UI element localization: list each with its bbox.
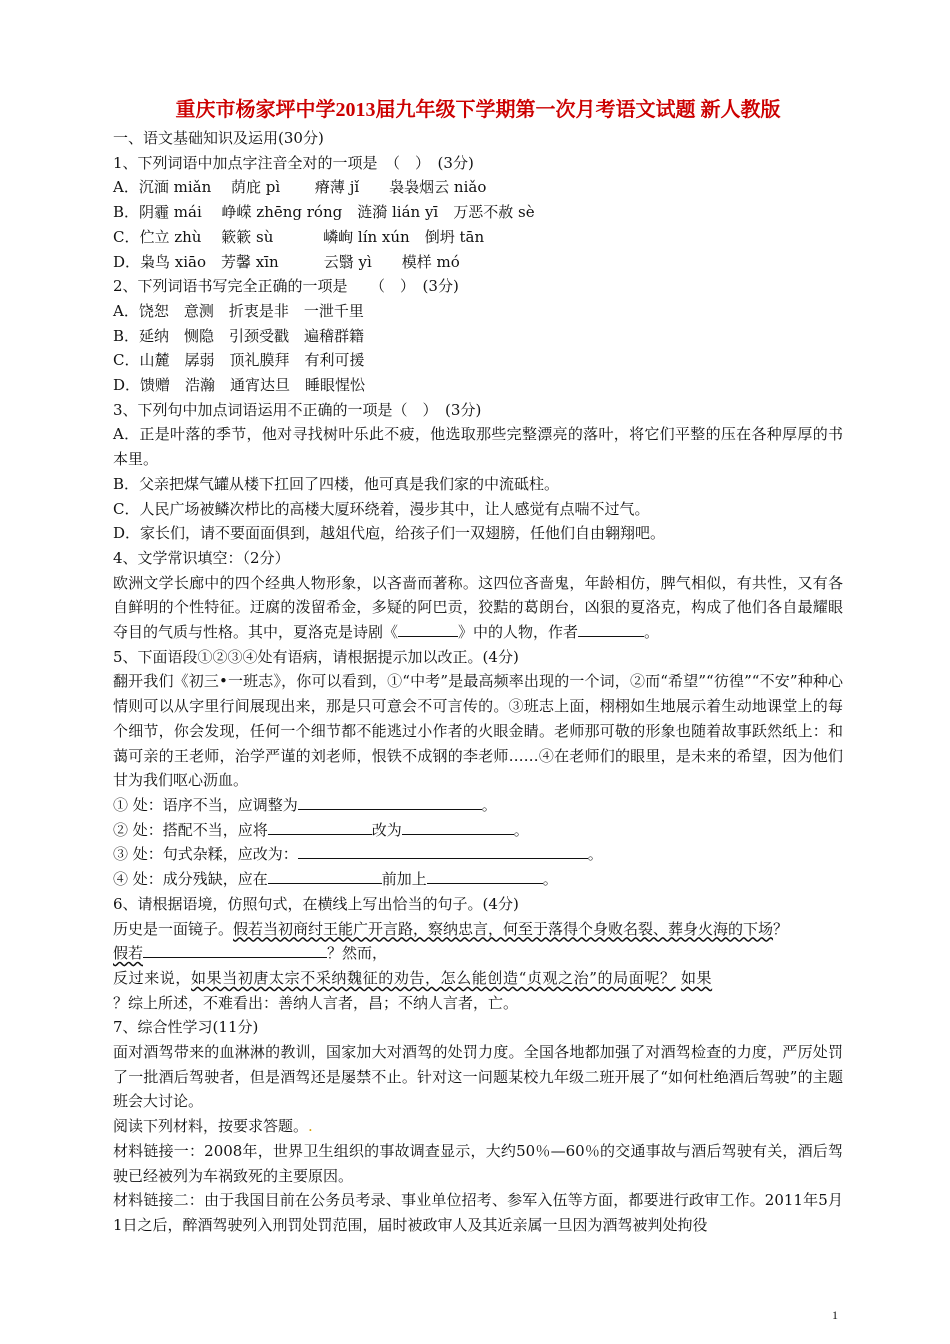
q5-passage: 翻开我们《初三•一班志》，你可以看到，①“中考”是最高频率出现的一个词，②而“希望”“彷徨”“不安”种种心情则可以从字里行间展现出来，那是只可意会不可言传的。③班志上面，栩栩如生地展示着生动地课堂上的每个细节，你会发现，任何一个细节都不能逃过小作者的火眼金睛。老师那可敬的形象也随着故事跃然纸上：和蔼可亲的王老师，治学严谨的刘老师，恨铁不成钢的李老师……④在老师们的眼里，是未来的希望，因为他们甘为我们呕心沥血。 [113,672,843,790]
q5-a1-period: 。 [481,795,497,814]
q4-end: 。 [644,623,660,642]
q6-line-3 [113,966,843,991]
q6-line-1 [113,917,843,942]
q2-option-c: C．山麓 孱弱 顶礼膜拜 有利可援 [113,351,365,370]
q5-answer-2 [113,818,843,843]
q5-a2-mid: 改为 [371,820,402,839]
q1-option-b: B．阴霾 mái 峥嵘 zhēng róng 涟漪 lián yī 万恶不赦 sè [113,203,535,222]
q2-option-a: A．饶恕 意测 折衷是非 一泄千里 [113,301,364,320]
q6-line-2 [113,941,843,966]
q6-l2-end: ？然而， [327,944,388,963]
q6-l3-model-sentence: 如果当初唐太宗不采纳魏征的劝告，怎么能创造“贞观之治”的局面呢？ [191,968,676,987]
q5-a4-label: ④ 处：成分残缺，应在 [113,870,268,889]
q1-option-c: C．伫立 zhù 簌簌 sù 嶙峋 lín xún 倒坍 tān [113,227,485,246]
q5-a4-blank-2[interactable] [427,867,543,884]
question-6-stem: 6、请根据语境，仿照句式，在横线上写出恰当的句子。(4分) [113,894,519,913]
question-7-stem: 7、综合性学习(11分) [113,1018,259,1037]
q4-passage: 欧洲文学长廊中的四个经典人物形象，以吝啬而著称。这四位吝啬鬼，年龄相仿，脾气相似，有共性，又有各自鲜明的个性特征。迂腐的泼留希金，多疑的阿巴贡，狡黠的葛朗台，凶狠的夏洛克，构成了他们各自最耀眼夺目的气质与性格。其中，夏洛克是诗剧《 [113,573,843,642]
q4-blank-work[interactable] [398,620,458,637]
q7-intro: 面对酒驾带来的血淋淋的教训，国家加大对酒驾的处罚力度。全国各地都加强了对酒驾检查的力度，严厉处罚了一批酒后驾驶者，但是酒驾还是屡禁不止。针对这一问题某校九年级二班开展了“如何杜绝酒后驾驶”的主题班会大讨论。 [113,1043,843,1111]
section-heading: 一、语文基础知识及运用(30分) [113,129,324,147]
dot-mark-icon: . [308,1117,313,1136]
q5-a4-mid: 前加上 [381,870,427,889]
q5-a3-label: ③ 处：句式杂糅，应改为： [113,845,298,864]
q6-l2-blank[interactable] [143,941,327,958]
q7-material-1: 材料链接一：2008年，世界卫生组织的事故调查显示，大约50％—60％的交通事故与酒后驾驶有关，酒后驾驶已经被列为车祸致死的主要原因。 [113,1141,843,1185]
q6-l2-lead: 假若 [113,944,144,963]
document-page [113,96,843,1238]
q5-a2-blank-1[interactable] [268,818,372,835]
q2-option-b: B．延纳 恻隐 引颈受戳 遍稽群籍 [113,326,365,345]
q5-a1-label: ① 处：语序不当，应调整为 [113,795,298,814]
q5-answer-4 [113,867,843,892]
q4-text [113,571,843,645]
page-number: 1 [832,1308,838,1322]
q3-option-b: B．父亲把煤气罐从楼下扛回了四楼，他可真是我们家的中流砥柱。 [113,474,560,493]
q5-a3-blank[interactable] [298,842,588,859]
q5-answer-3 [113,842,843,867]
q6-l1-end: ？ [773,919,789,938]
q7-instruction [113,1114,843,1139]
question-3-stem: 3、下列句中加点词语运用不正确的一项是（ ） (3分) [113,400,482,419]
question-4-stem: 4、文学常识填空：（2分） [113,548,290,567]
q3-option-c: C．人民广场被鳞次栉比的高楼大厦环绕着，漫步其中，让人感觉有点喘不过气。 [113,499,650,518]
q6-l1-model-sentence: 假若当初商纣王能广开言路，察纳忠言，何至于落得个身败名裂、葬身火海的下场 [233,919,774,938]
q1-option-d: D．枭鸟 xiāo 芳馨 xīn 云翳 yì 模样 mó [113,252,460,271]
q6-line-4: ？综上所述，不难看出：善纳人言者，昌；不纳人言者，亡。 [113,993,519,1012]
q5-a2-blank-2[interactable] [402,818,514,835]
q4-blank-author[interactable] [578,620,644,637]
question-5-stem: 5、下面语段①②③④处有语病，请根据提示加以改正。(4分) [113,647,519,666]
q5-a2-period: 。 [513,820,529,839]
q5-a4-period: 。 [542,870,558,889]
q3-option-d: D．家长们，请不要面面俱到，越俎代庖，给孩子们一双翅膀，任他们自由翱翔吧。 [113,524,666,543]
q3-option-a: A．正是叶落的季节，他对寻找树叶乐此不疲，他选取那些完整漂亮的落叶，将它们平整的压在各种厚厚的书本里。 [113,425,843,469]
q6-l3-tail: 如果 [680,968,713,987]
q5-a4-blank-1[interactable] [268,867,382,884]
q5-a1-blank[interactable] [298,793,482,810]
q4-mid: 》中的人物，作者 [458,623,579,642]
q1-option-a: A．沉湎 miǎn 荫庇 pì 瘠薄 jǐ 袅袅烟云 niǎo [113,178,487,197]
q2-option-d: D．馈赠 浩瀚 通宵达旦 睡眼惺忪 [113,376,366,395]
q5-a3-period: 。 [587,845,603,864]
q5-answer-1 [113,793,843,818]
question-2-stem: 2、下列词语书写完全正确的一项是 （ ） (3分) [113,277,459,296]
question-1-stem: 1、下列词语中加点字注音全对的一项是 （ ） (3分) [113,153,474,172]
q7-material-2: 材料链接二：由于我国目前在公务员考录、事业单位招考、参军入伍等方面，都要进行政审工作。2011年5月1日之后，醉酒驾驶列入刑罚处罚范围，届时被政审人及其近亲属一旦因为酒驾被判处拘役 [113,1191,843,1234]
q7-instruction-text: 阅读下列材料，按要求答题。 [113,1117,309,1136]
q5-a2-label: ② 处：搭配不当，应将 [113,820,268,839]
document-title: 重庆市杨家坪中学2013届九年级下学期第一次月考语文试题 新人教版 [175,99,781,121]
q6-l1-lead: 历史是一面镜子。 [113,919,234,938]
q6-l3-lead: 反过来说， [113,968,192,987]
